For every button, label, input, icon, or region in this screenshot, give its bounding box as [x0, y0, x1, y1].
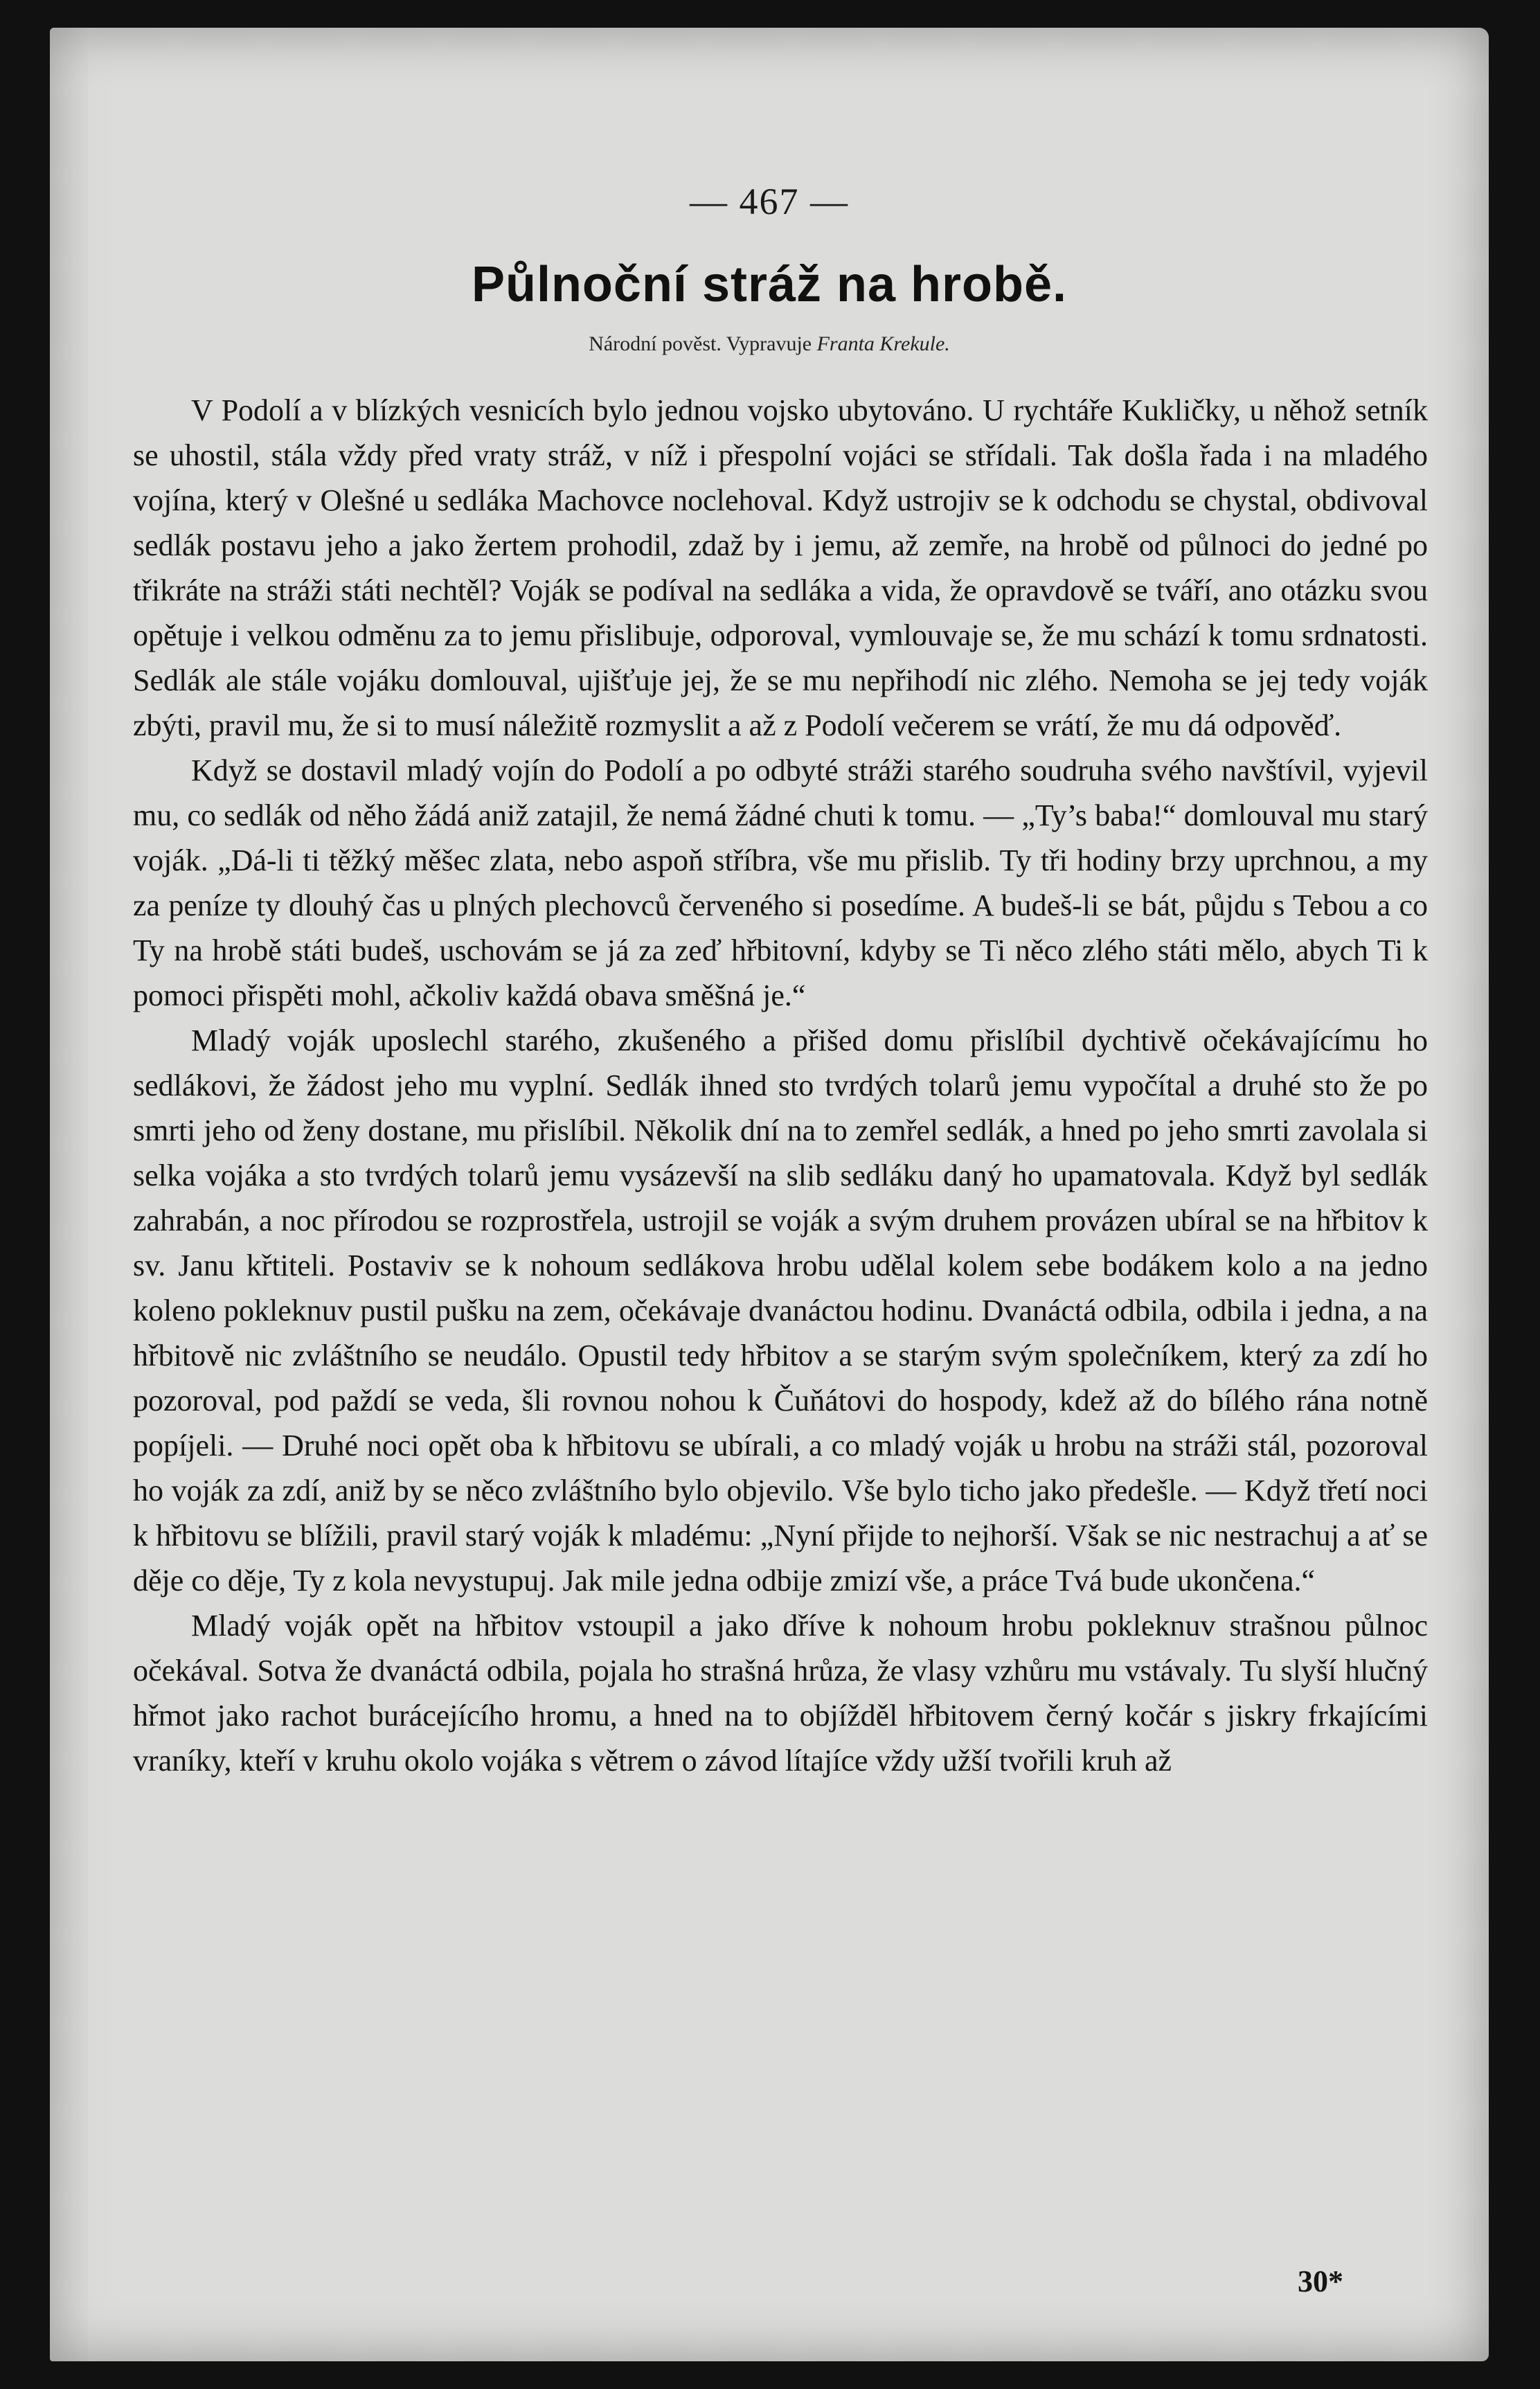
story-title: Půlnoční stráž na hrobě. — [471, 257, 1068, 312]
paragraph: Když se dostavil mladý vojín do Podolí a po odbyté stráži starého soudruha svého navštívil, vyjevil mu, co sedlák od něho žádá aniž zatajil, že nemá žádné chuti k tomu. — „Ty’s baba!“ domlouval mu starý voják. „Dá-li ti těžký měšec zlata, nebo aspoň stříbra, vše mu přislib. Ty tři hodiny brzy uprchnou, a my za peníze ty dlouhý čas u plných plechovců červeného si posedíme. A budeš-li se bát, půjdu s Tebou a co Ty na hrobě státi budeš, uschovám se já za zeď hřbitovní, kdyby se Ti něco zlého státi mělo, abych Ti k pomoci přispěti mohl, ačkoliv každá obava směšná je.“ — [133, 753, 1428, 1012]
subtitle-prefix: Národní pověst. Vypravuje — [589, 332, 812, 355]
paragraph: Mladý voják uposlechl starého, zkušeného a přišed domu přislíbil dychtivě očekávajícímu ho sedlákovi, že žádost jeho mu vyplní. Sedlák ihned sto tvrdých tolarů jemu vypočítal a druhé sto že po smrti jeho od ženy dostane, mu přislíbil. Několik dní na to zemřel sedlák, a hned po jeho smrti zavolala si selka vojáka a sto tvrdých tolarů jemu vysázevší na slib sedláku daný ho upamatovala. Když byl sedlák zahrabán, a noc přírodou se rozprostřela, ustrojil se voják a svým druhem provázen ubíral se na hřbitov k sv. Janu křtiteli. Postaviv se k nohoum sedlákova hrobu udělal kolem sebe bodákem kolo a na jedno koleno pokleknuv pustil pušku na zem, očekávaje dvanáctou hodinu. Dvanáctá odbila, odbila i jedna, a na hřbitově nic zvláštního se neudálo. Opustil tedy hřbitov a se starým svým společníkem, který za zdí ho pozoroval, pod paždí se veda, šli rovnou nohou k Čuňátovi do hospody, kdež až do bílého rána notně popíjeli. — Druhé noci opět oba k hřbitovu se ubírali, a co mladý voják u hrobu na stráži stál, pozoroval ho voják za zdí, aniž by se něco zvláštního bylo objevilo. Vše bylo ticho jako předešle. — Když třetí noci k hřbitovu se blížili, pravil starý voják k mladému: „Nyní přijde to nejhorší. Však se nic nestrachuj a ať se děje co děje, Ty z kola nevystupuj. Jak mile jedna odbije zmizí vše, a práce Tvá bude ukončena.“ — [133, 1023, 1428, 1598]
story-body — [133, 388, 1428, 1783]
paragraph: V Podolí a v blízkých vesnicích bylo jednou vojsko ubytováno. U rychtáře Kukličky, u něhož setník se uhostil, stála vždy před vraty stráž, v níž i přespolní vojáci se střídali. Tak došla řada i na mladého vojína, který v Olešné u sedláka Machovce noclehoval. Když ustrojiv se k odchodu se chystal, obdivoval sedlák postavu jeho a jako žertem prohodil, zdaž by i jemu, až zemře, na hrobě od půlnoci do jedné po třikráte na stráži státi nechtěl? Voják se podíval na sedláka a vida, že opravdově se tváří, ano otázku svou opětuje i velkou odměnu za to jemu přislibuje, odporoval, vymlouvaje se, že mu schází k tomu srdnatosti. Sedlák ale stále vojáku domlouval, ujišťuje jej, že se mu nepřihodí nic zlého. Nemoha se jej tedy voják zbýti, pravil mu, že si to musí náležitě rozmyslit a až z Podolí večerem se vrátí, že mu dá odpověď. — [133, 393, 1428, 742]
printer-signature-mark: 30* — [1298, 2264, 1343, 2298]
paragraph: Mladý voják opět na hřbitov vstoupil a jako dříve k nohoum hrobu pokleknuv strašnou půlnoc očekával. Sotva že dvanáctá odbila, pojala ho strašná hrůza, že vlasy vzhůru mu vstávaly. Tu slyší hlučný hřmot jako rachot burácejícího hromu, a hned na to objížděl hřbitovem černý kočár s jiskry frkajícími vraníky, kteří v kruhu okolo vojáka s větrem o závod lítajíce vždy užší tvořili kruh až — [133, 1609, 1428, 1778]
page-number: — 467 — — [690, 181, 849, 222]
story-subtitle — [50, 332, 1489, 356]
author-name: Franta Krekule. — [816, 332, 950, 355]
book-page — [50, 28, 1489, 2361]
